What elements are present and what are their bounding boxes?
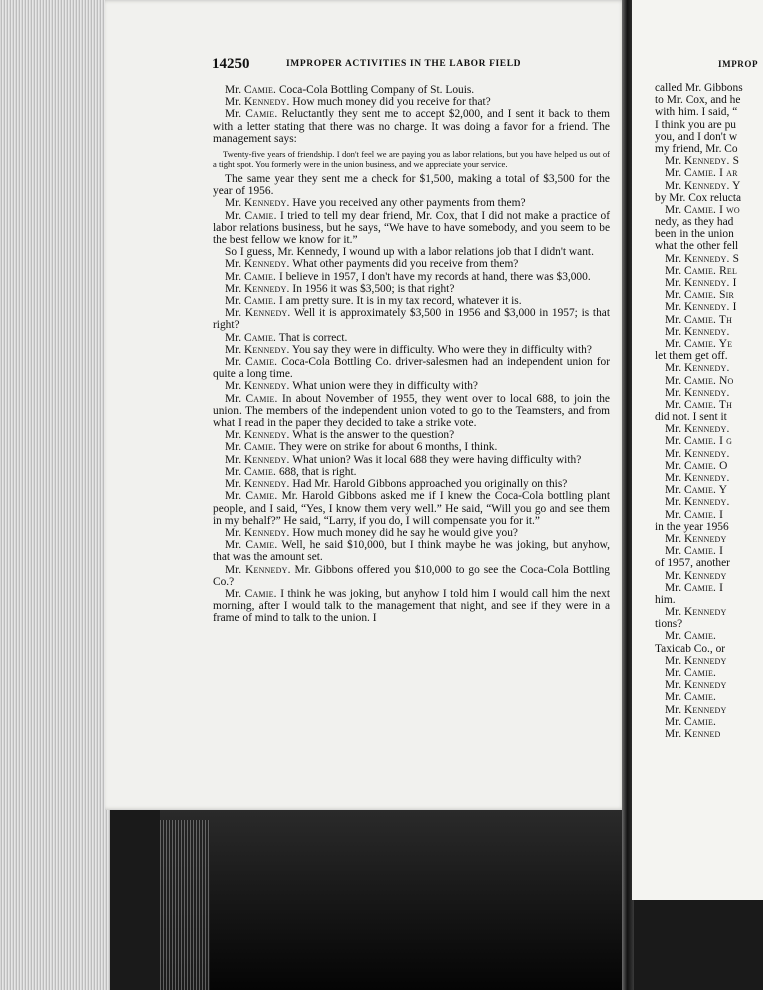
- testimony-paragraph: [213, 539, 610, 563]
- right-text-line: Taxicab Co., or: [655, 642, 726, 655]
- testimony-text: So I guess, Mr. Kennedy, I wound up with a labor relations job that I didn't want.: [225, 246, 594, 259]
- right-text-column: [655, 82, 763, 740]
- right-text-line: Mr. Kennedy.: [665, 423, 730, 436]
- right-text-line: Mr. Camie. Y: [665, 484, 728, 497]
- speaker-name: Mr. Kennedy.: [225, 429, 290, 442]
- right-text-line: Mr. Kennedy.: [665, 362, 730, 375]
- speaker-name: Mr. Camie.: [225, 295, 277, 308]
- testimony-text: Mr. Gibbons offered you $10,000 to go see the Coca-Cola Bottling Co.?: [213, 563, 610, 588]
- testimony-text: Coca-Cola Bottling Company of St. Louis.: [276, 84, 475, 96]
- testimony-text: You say they were in difficulty. Who were they in difficulty with?: [289, 343, 592, 356]
- speaker-name: Mr. Kennedy.: [225, 307, 291, 320]
- right-text-line: let them get off.: [655, 350, 728, 363]
- speaker-name: Mr. Kennedy.: [225, 343, 290, 356]
- right-text-line: been in the union: [655, 228, 734, 241]
- speaker-name: Mr. Kennedy.: [225, 258, 290, 271]
- right-text-line: Mr. Kennedy.: [665, 386, 730, 399]
- right-text-line: Mr. Kennedy.: [665, 325, 730, 338]
- right-text-line: Mr. Camie. I g: [665, 435, 733, 448]
- speaker-name: Mr. Kennedy.: [225, 478, 290, 491]
- testimony-text: Coca-Cola Bottling Co. driver-salesmen had an independent union for quite a long time.: [213, 356, 610, 381]
- right-text-line: Mr. Kennedy. I: [665, 277, 737, 289]
- testimony-paragraph: [213, 332, 610, 344]
- right-text-line: Mr. Kennedy. I: [665, 301, 737, 314]
- book-shadow: [160, 810, 630, 990]
- speaker-name: Mr. Camie.: [225, 108, 278, 121]
- right-text-line: him.: [655, 593, 676, 606]
- page-header: [212, 56, 612, 74]
- speaker-name: Mr. Camie.: [225, 356, 278, 369]
- speaker-name: Mr. Camie.: [225, 270, 277, 283]
- testimony-text: What other payments did you receive from them?: [289, 258, 519, 271]
- testimony-text: Had Mr. Harold Gibbons approached you originally on this?: [289, 478, 568, 491]
- right-text-line: Mr. Kennedy.: [665, 496, 730, 509]
- testimony-paragraph: [213, 380, 610, 392]
- speaker-name: Mr. Camie.: [225, 441, 277, 454]
- testimony-text: What is the answer to the question?: [289, 429, 455, 442]
- page-number: 14250: [212, 56, 250, 72]
- right-text-line: to Mr. Cox, and he: [655, 94, 741, 107]
- right-text-line: Mr. Camie.: [665, 630, 717, 643]
- testimony-text: 688, that is right.: [276, 465, 357, 478]
- testimony-paragraph: [213, 478, 610, 490]
- testimony-text: I tried to tell my dear friend, Mr. Cox, that I did not make a practice of labor relations business, but he says, “We have to have somebody, and you seem to be the best fellow we know for it.”: [213, 209, 610, 247]
- right-text-line: you, and I don't w: [655, 130, 738, 143]
- speaker-name: Mr. Camie.: [225, 587, 277, 600]
- testimony-paragraph: [213, 356, 610, 380]
- speaker-name: Mr. Camie.: [225, 539, 278, 552]
- right-text-line: I think you are pu: [655, 118, 736, 131]
- testimony-text: Well, he said $10,000, but I think maybe he was joking, but anyhow, that was the amount set.: [213, 539, 610, 564]
- testimony-paragraph: [213, 96, 610, 108]
- page-stack-edge: [160, 820, 210, 990]
- right-text-line: Mr. Kennedy: [665, 679, 727, 692]
- testimony-text: Reluctantly they sent me to accept $2,000, and I sent it back to them with a letter stating that there was no charge. It was doing a favor for a friend. The management says:: [213, 108, 610, 145]
- left-text-column: [213, 84, 610, 625]
- testimony-paragraph: [213, 210, 610, 247]
- testimony-text: They were on strike for about 6 months, I think.: [276, 441, 498, 454]
- right-text-line: Mr. Camie. I ar: [665, 167, 738, 180]
- testimony-paragraph: [213, 84, 610, 96]
- right-text-line: Mr. Camie. Th: [665, 313, 733, 326]
- speaker-name: Mr. Kennedy.: [225, 380, 290, 393]
- speaker-name: Mr. Camie.: [225, 209, 277, 222]
- right-text-line: Mr. Camie. I wo: [665, 203, 740, 216]
- testimony-paragraph: [213, 258, 610, 270]
- testimony-paragraph: [213, 441, 610, 453]
- testimony-text: Have you received any other payments from them?: [289, 197, 526, 210]
- testimony-paragraph: [213, 295, 610, 307]
- right-running-title: IMPROP: [718, 59, 759, 69]
- testimony-paragraph: [213, 429, 610, 441]
- right-text-line: nedy, as they had: [655, 216, 734, 229]
- speaker-name: Mr. Kennedy.: [225, 96, 290, 109]
- right-text-line: with him. I said, “: [655, 106, 738, 119]
- speaker-name: Mr. Camie.: [225, 490, 278, 503]
- right-text-line: Mr. Camie. Rel: [665, 264, 738, 277]
- right-text-line: Mr. Camie.: [665, 715, 717, 728]
- quoted-letter: [213, 149, 610, 169]
- speaker-name: Mr. Kennedy.: [225, 526, 290, 539]
- right-text-line: Mr. Camie. No: [665, 374, 734, 387]
- testimony-paragraph: [213, 490, 610, 527]
- right-text-line: did not. I sent it: [655, 411, 727, 424]
- right-text-line: called Mr. Gibbons: [655, 82, 743, 94]
- testimony-text: Twenty-five years of friendship. I don't feel we are paying you as labor relations, but you have helped us out of a tight spot. You formerly were in the union business, and we appreciate your service.: [213, 149, 610, 170]
- right-text-line: Mr. Camie.: [665, 691, 717, 704]
- right-text-line: Mr. Kennedy: [665, 654, 727, 667]
- running-title: IMPROPER ACTIVITIES IN THE LABOR FIELD: [286, 59, 522, 69]
- right-text-line: of 1957, another: [655, 557, 730, 570]
- testimony-paragraph: [213, 527, 610, 539]
- testimony-text: Mr. Harold Gibbons asked me if I knew the Coca-Cola bottling plant people, and I said, “Yes, I know them very well.” He said, “Will you go and see them in my behalf?” He said, “Larry, if you do, I will compensate you for it.”: [213, 490, 610, 527]
- testimony-paragraph: [213, 271, 610, 283]
- right-text-line: Mr. Camie.: [665, 667, 717, 679]
- speaker-name: Mr. Camie.: [225, 465, 277, 478]
- testimony-text: How much money did he say he would give you?: [289, 526, 518, 539]
- right-text-line: in the year 1956: [655, 520, 729, 533]
- speaker-name: Mr. Camie.: [225, 84, 277, 96]
- testimony-paragraph: [213, 466, 610, 478]
- testimony-text: In about November of 1955, they went over to local 688, to join the union. The members of the independent union voted to go to the Teamsters, and from what I read in the paper they decided to take a strike vote.: [213, 392, 610, 430]
- testimony-paragraph: [213, 393, 610, 430]
- right-text-line: Mr. Kennedy. S: [665, 155, 740, 168]
- book-edge-pages: [0, 0, 110, 990]
- right-text-line: Mr. Camie. O: [665, 459, 728, 472]
- right-text-line: my friend, Mr. Co: [655, 142, 738, 155]
- right-text-line: Mr. Camie. Sir: [665, 289, 735, 302]
- right-text-line: Mr. Camie. Ye: [665, 337, 733, 350]
- testimony-paragraph: [213, 564, 610, 588]
- testimony-text: What union? Was it local 688 they were having difficulty with?: [289, 453, 582, 466]
- right-text-line: Mr. Camie. Th: [665, 398, 733, 411]
- testimony-paragraph: [213, 307, 610, 331]
- testimony-paragraph: [213, 454, 610, 466]
- right-text-line: Mr. Kennedy: [665, 532, 727, 545]
- testimony-text: What union were they in difficulty with?: [289, 380, 478, 393]
- testimony-paragraph: [213, 246, 610, 258]
- testimony-paragraph: [213, 108, 610, 145]
- speaker-name: Mr. Kennedy.: [225, 282, 290, 295]
- testimony-paragraph: [213, 344, 610, 356]
- testimony-text: How much money did you receive for that?: [289, 96, 491, 109]
- speaker-name: Mr. Camie.: [225, 331, 277, 344]
- testimony-text: In 1956 it was $3,500; is that right?: [289, 282, 455, 295]
- right-text-line: Mr. Kennedy. S: [665, 252, 740, 265]
- right-text-line: Mr. Kenned: [665, 727, 721, 740]
- speaker-name: Mr. Kennedy.: [225, 453, 290, 466]
- right-text-line: Mr. Kennedy: [665, 569, 727, 582]
- right-text-line: tions?: [655, 618, 683, 631]
- testimony-paragraph: [213, 588, 610, 625]
- testimony-text: Well it is approximately $3,500 in 1956 and $3,000 in 1957; is that right?: [213, 307, 610, 332]
- speaker-name: Mr. Kennedy.: [225, 197, 290, 210]
- speaker-name: Mr. Camie.: [225, 392, 278, 405]
- testimony-text: I am pretty sure. It is in my tax record, whatever it is.: [276, 295, 522, 308]
- testimony-text: That is correct.: [276, 331, 348, 344]
- right-text-line: what the other fell: [655, 240, 739, 253]
- testimony-text: I think he was joking, but anyhow I told him I would call him the next morning, after I would talk to the management that night, and see if they were in a frame of mind to talk to the union. I: [213, 587, 610, 625]
- testimony-paragraph: [213, 283, 610, 295]
- testimony-paragraph: [213, 197, 610, 209]
- right-text-line: Mr. Camie. I: [665, 545, 724, 558]
- right-text-line: Mr. Kennedy.: [665, 447, 730, 460]
- right-text-line: Mr. Kennedy.: [665, 472, 730, 484]
- testimony-paragraph: [213, 173, 610, 197]
- right-text-line: Mr. Camie. I: [665, 508, 724, 521]
- right-text-line: by Mr. Cox relucta: [655, 191, 742, 204]
- right-text-line: Mr. Kennedy. Y: [665, 179, 741, 192]
- right-text-line: Mr. Kennedy: [665, 703, 727, 716]
- speaker-name: Mr. Kennedy.: [225, 563, 291, 576]
- testimony-text: The same year they sent me a check for $1,500, making a total of $3,500 for the year of 1956.: [213, 173, 610, 198]
- right-text-line: Mr. Camie. I: [665, 581, 724, 594]
- right-text-line: Mr. Kennedy: [665, 606, 727, 619]
- testimony-text: I believe in 1957, I don't have my records at hand, there was $3,000.: [276, 270, 591, 283]
